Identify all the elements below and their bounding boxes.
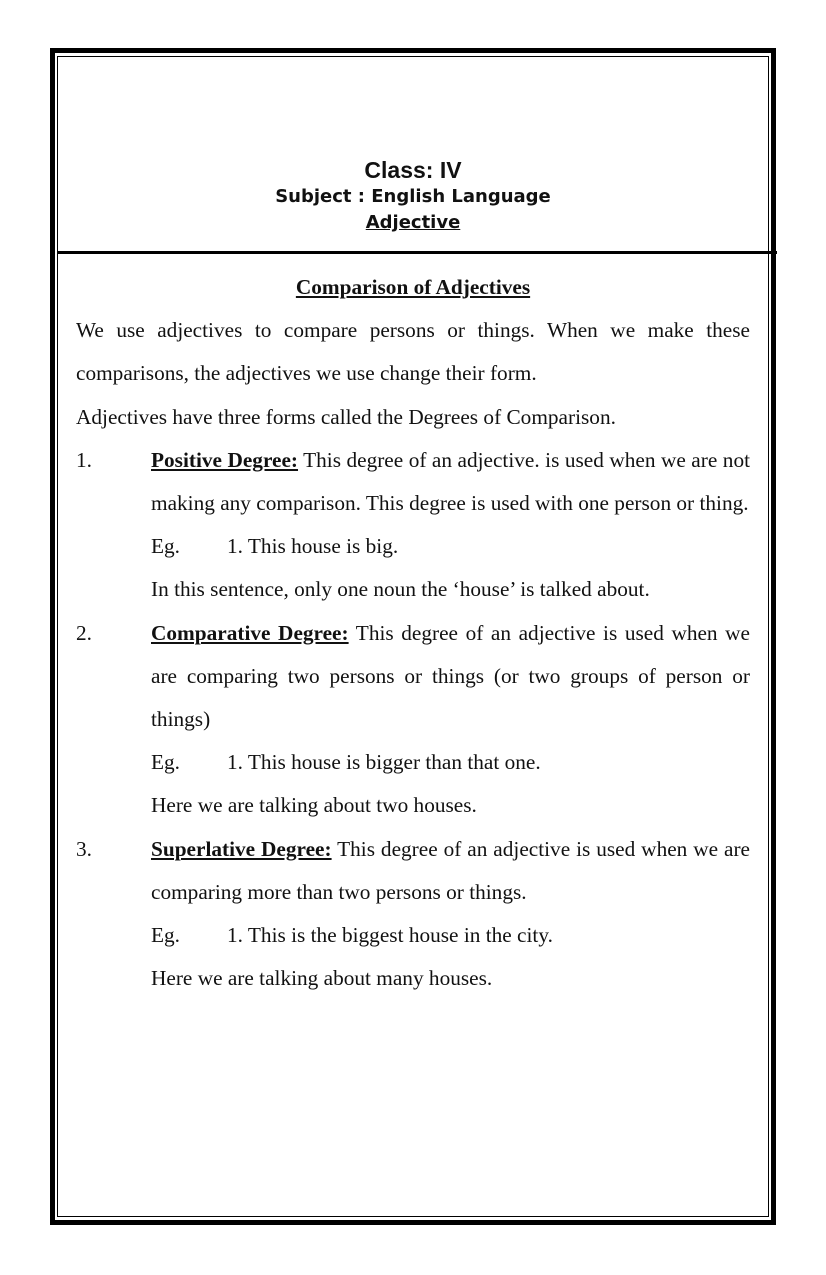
example-sentence: 1. This house is bigger than that one. (227, 750, 541, 775)
list-item-number: 3. (76, 836, 92, 861)
example-line (151, 525, 750, 568)
degree-term: Superlative Degree: (151, 836, 332, 861)
list-item-definition (151, 612, 750, 742)
list-item-number: 2. (76, 620, 92, 645)
example-line (151, 741, 750, 784)
subject-title: Subject : English Language (275, 186, 551, 207)
intro-degrees-sentence: Adjectives have three forms called the Degrees of Comparison. (76, 404, 616, 429)
lesson-content (76, 266, 750, 1000)
section-heading: Comparison of Adjectives (295, 275, 531, 299)
list-item-positive-degree (76, 439, 750, 612)
example-sentence: 1. This house is big. (227, 534, 399, 559)
degree-description: This degree of an adjective is used when we are comparing two persons or things (or two groups of person or things) (151, 620, 751, 732)
example-note: Here we are talking about many houses. (151, 966, 493, 991)
document-header (57, 56, 769, 252)
header-divider (57, 251, 777, 254)
list-item-definition (151, 439, 750, 525)
degree-description: This degree of an adjective. is used when we are not making any comparison. This degree is used with one person or thing. (151, 447, 751, 516)
eg-label: Eg. (151, 923, 180, 948)
eg-label: Eg. (151, 750, 180, 775)
degree-term: Comparative Degree: (151, 620, 349, 645)
list-item-superlative-degree (76, 828, 750, 1001)
degree-term: Positive Degree: (151, 447, 299, 472)
list-item-number: 1. (76, 447, 92, 472)
example-line (151, 914, 750, 957)
eg-label: Eg. (151, 534, 180, 559)
intro-paragraph: We use adjectives to compare persons or things. When we make these comparisons, the adjectives we use change their form. (76, 318, 750, 386)
degree-description: This degree of an adjective is used when we are comparing more than two persons or things. (151, 836, 750, 904)
example-sentence: 1. This is the biggest house in the city. (227, 923, 553, 948)
list-item-comparative-degree (76, 612, 750, 828)
class-title: Class: IV (364, 157, 462, 183)
list-item-definition (151, 828, 750, 914)
example-note: Here we are talking about two houses. (151, 793, 477, 818)
topic-title: Adjective (365, 212, 461, 233)
example-note: In this sentence, only one noun the ‘house’ is talked about. (151, 577, 650, 602)
